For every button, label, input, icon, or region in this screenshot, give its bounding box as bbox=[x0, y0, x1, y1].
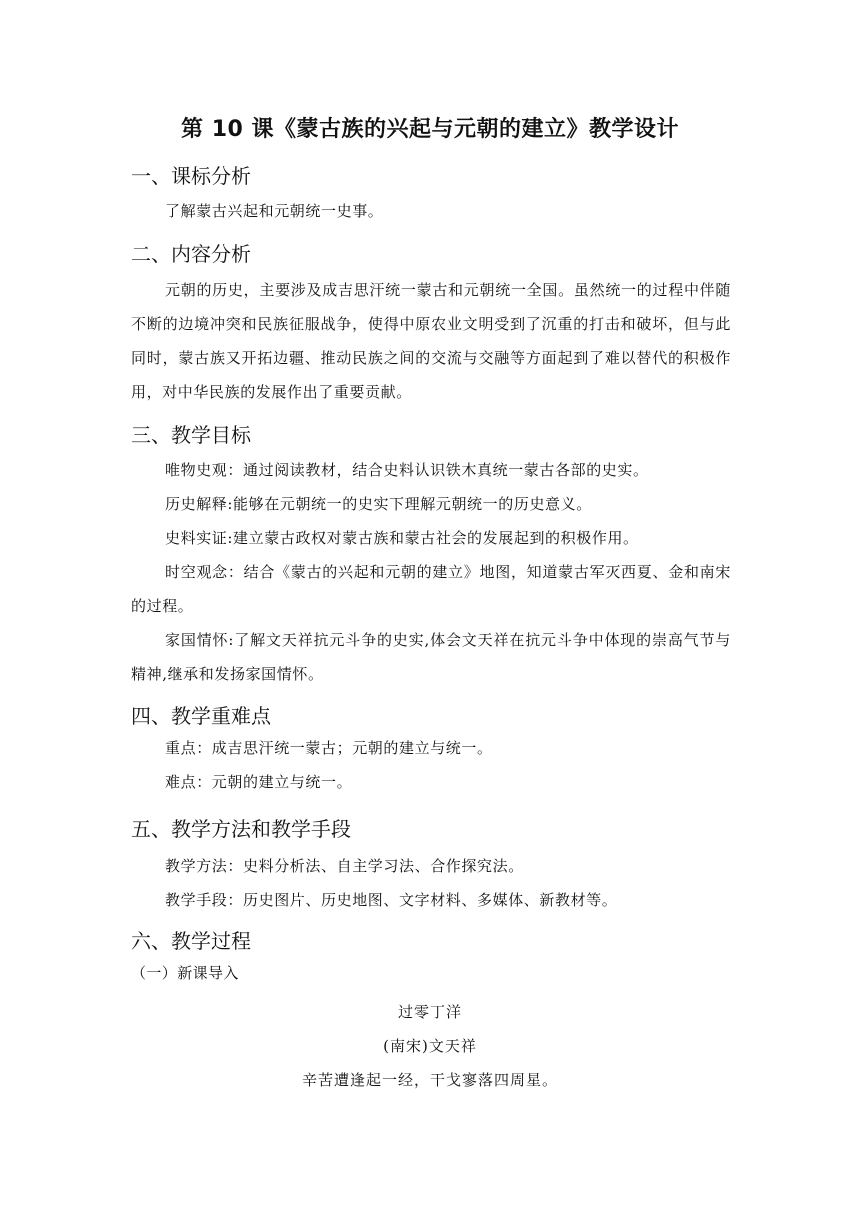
subheading-new-lesson-intro: （一）新课导入 bbox=[131, 964, 239, 982]
key-point: 重点：成吉思汗统一蒙古；元朝的建立与统一。 bbox=[165, 739, 493, 757]
poem-title: 过零丁洋 bbox=[397, 1003, 462, 1021]
teaching-methods: 教学方法：史料分析法、自主学习法、合作探究法。 bbox=[165, 857, 524, 875]
difficult-point: 难点：元朝的建立与统一。 bbox=[165, 773, 353, 791]
document-title: 第 10 课《蒙古族的兴起与元朝的建立》教学设计 bbox=[181, 117, 679, 142]
objective-patriotism: 家国情怀:了解文天祥抗元斗争的史实,体会文天祥在抗元斗争中体现的崇高气节与精神,继承和发扬家国情怀。 bbox=[131, 631, 731, 683]
poem-author: (南宋)文天祥 bbox=[383, 1037, 477, 1055]
objective-time-space: 时空观念：结合《蒙古的兴起和元朝的建立》地图，知道蒙古军灭西夏、金和南宋的过程。 bbox=[131, 563, 731, 615]
objective-materialism: 唯物史观：通过阅读教材，结合史料认识铁木真统一蒙古各部的史实。 bbox=[165, 461, 649, 479]
heading-curriculum-analysis: 一、课标分析 bbox=[131, 164, 251, 188]
heading-content-analysis: 二、内容分析 bbox=[131, 242, 251, 266]
paragraph-curriculum-analysis: 了解蒙古兴起和元朝统一史事。 bbox=[165, 202, 384, 220]
poem-line: 辛苦遭逢起一经，干戈寥落四周星。 bbox=[301, 1071, 558, 1089]
objective-interpretation: 历史解释:能够在元朝统一的史实下理解元朝统一的历史意义。 bbox=[165, 495, 592, 513]
heading-key-difficult-points: 四、教学重难点 bbox=[131, 704, 271, 728]
heading-methods: 五、教学方法和教学手段 bbox=[131, 817, 351, 841]
paragraph-content-analysis: 元朝的历史，主要涉及成吉思汗统一蒙古和元朝统一全国。虽然统一的过程中伴随不断的边境冲突和民族征服战争，使得中原农业文明受到了沉重的打击和破坏，但与此同时，蒙古族又开拓边疆、推动民族之间的交流与交融等方面起到了难以替代的积极作用，对中华民族的发展作出了重要贡献。 bbox=[131, 281, 731, 401]
objective-evidence: 史料实证:建立蒙古政权对蒙古族和蒙古社会的发展起到的积极作用。 bbox=[165, 529, 639, 547]
heading-teaching-objectives: 三、教学目标 bbox=[131, 423, 251, 447]
heading-teaching-process: 六、教学过程 bbox=[131, 929, 251, 953]
teaching-means: 教学手段：历史图片、历史地图、文字材料、多媒体、新教材等。 bbox=[165, 891, 618, 909]
